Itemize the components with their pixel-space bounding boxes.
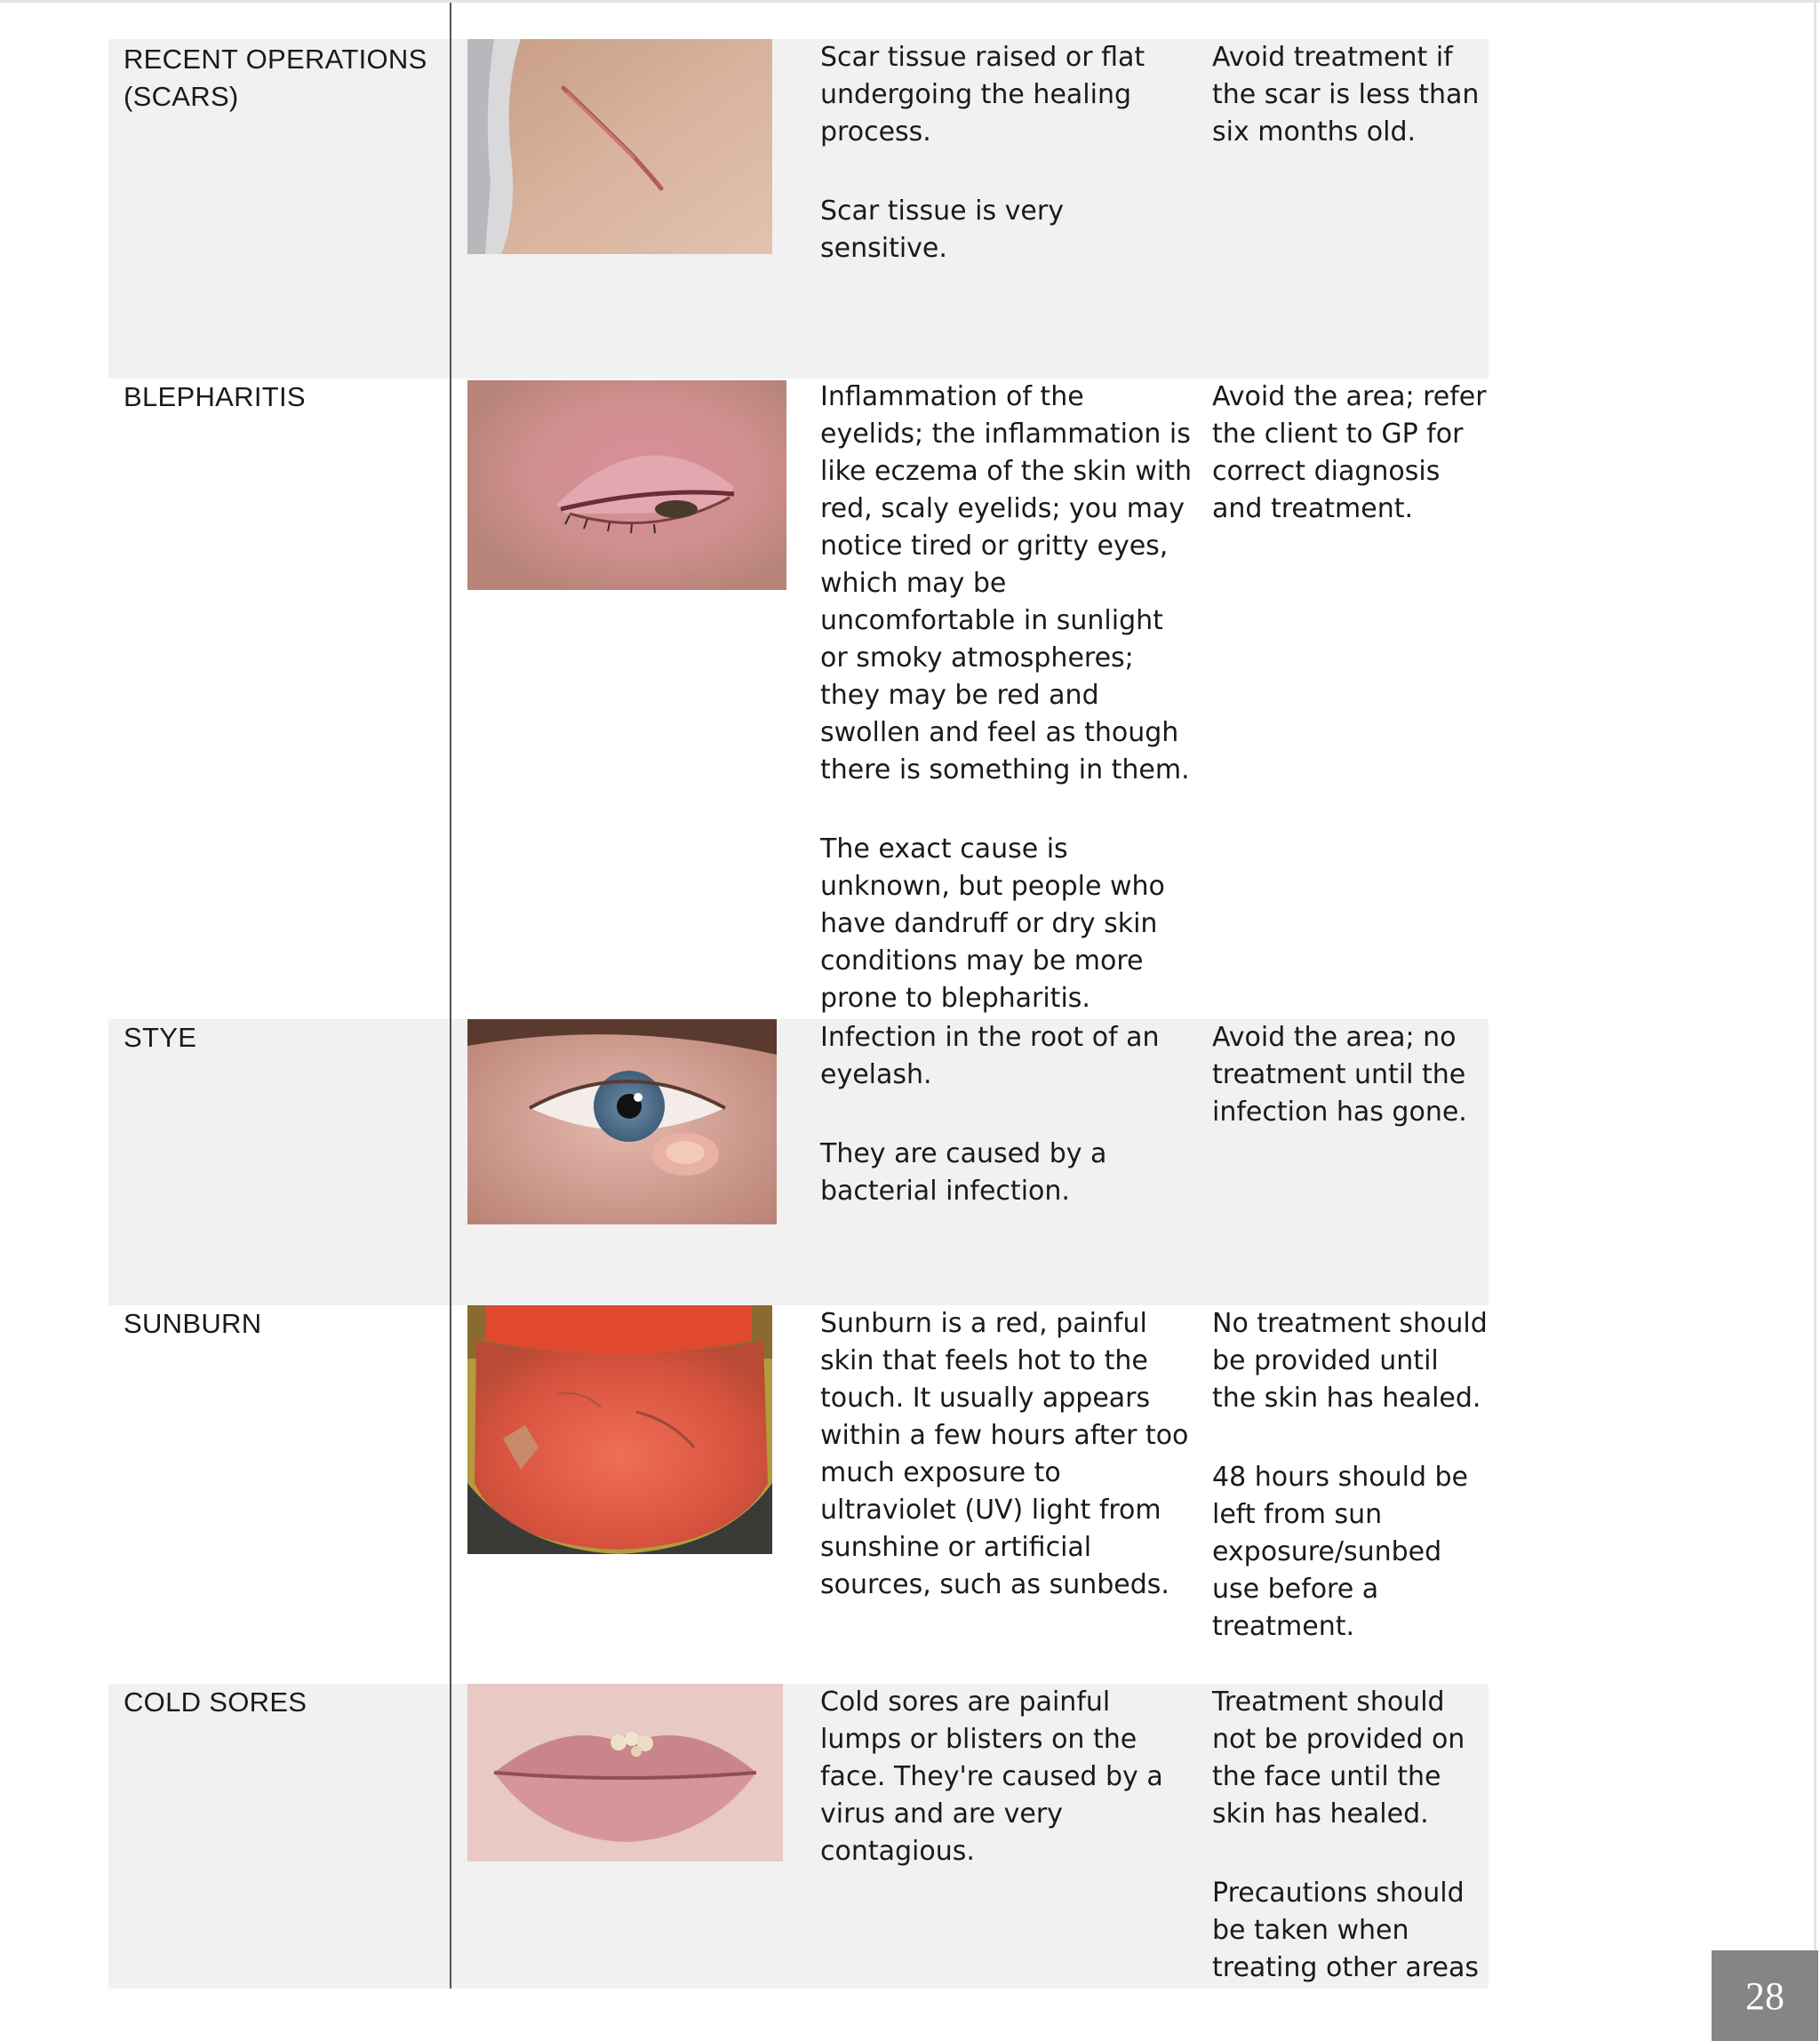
action-cell bbox=[1212, 1684, 1488, 1987]
condition-label: STYE bbox=[124, 1022, 197, 1053]
action-cell bbox=[1212, 39, 1488, 151]
page-right-border bbox=[1814, 0, 1816, 2041]
condition-label: COLD SORES bbox=[124, 1686, 307, 1718]
blepharitis-eye-photo bbox=[467, 380, 786, 590]
description-cell bbox=[820, 379, 1193, 1017]
action-paragraph: Precautions should be taken when treating other areas bbox=[1212, 1878, 1479, 1983]
action-paragraph: No treatment should be provided until the skin has healed. bbox=[1212, 1308, 1488, 1414]
description-paragraph: Cold sores are painful lumps or blisters on the face. They're caused by a virus and are very contagious. bbox=[820, 1686, 1163, 1867]
action-cell bbox=[1212, 1019, 1488, 1131]
description-paragraph: Infection in the root of an eyelash. bbox=[820, 1022, 1160, 1090]
action-paragraph: Avoid treatment if the scar is less than six months old. bbox=[1212, 42, 1480, 147]
action-paragraph: Avoid the area; no treatment until the infection has gone. bbox=[1212, 1022, 1467, 1128]
column-divider bbox=[450, 3, 451, 1989]
description-paragraph: Sunburn is a red, painful skin that feels hot to the touch. It usually appears within a few hours after too much exposure to ultraviolet (UV) light from sunshine or artificial sources, such as sunbeds. bbox=[820, 1308, 1189, 1600]
action-cell bbox=[1212, 1305, 1488, 1646]
stye-eye-photo bbox=[467, 1019, 777, 1224]
description-paragraph: The exact cause is unknown, but people who have dandruff or dry skin conditions may be more prone to blepharitis. bbox=[820, 833, 1165, 1014]
action-paragraph: Avoid the area; refer the client to GP for correct diagnosis and treatment. bbox=[1212, 381, 1487, 524]
description-paragraph: They are caused by a bacterial infection. bbox=[820, 1138, 1107, 1207]
table-row-blepharitis bbox=[108, 379, 1489, 1019]
condition-label: RECENT OPERATIONS (SCARS) bbox=[124, 44, 427, 112]
page-number: 28 bbox=[1712, 1950, 1818, 2041]
page-top-border bbox=[0, 0, 1820, 3]
description-cell bbox=[820, 1305, 1193, 1604]
scar-photo bbox=[467, 39, 772, 254]
description-paragraph: Scar tissue raised or flat undergoing the healing process. bbox=[820, 42, 1145, 147]
action-cell bbox=[1212, 379, 1488, 528]
description-cell bbox=[820, 1684, 1193, 1870]
description-paragraph: Scar tissue is very sensitive. bbox=[820, 195, 1064, 264]
table-row-cold-sores bbox=[108, 1684, 1489, 1989]
table-row-stye bbox=[108, 1019, 1489, 1305]
action-paragraph: Treatment should not be provided on the face until the skin has healed. bbox=[1212, 1686, 1465, 1830]
table-row-scars bbox=[108, 39, 1489, 379]
description-paragraph: Inflammation of the eyelids; the inflammation is like eczema of the skin with red, scaly eyelids; you may notice tired or gritty eyes, which may be uncomfortable in sunlight or smoky atmospheres; they may be red and swollen and feel as though there is something in them. bbox=[820, 381, 1193, 785]
description-cell bbox=[820, 39, 1193, 267]
cold-sore-lips-photo bbox=[467, 1684, 783, 1862]
action-paragraph: 48 hours should be left from sun exposure/sunbed use before a treatment. bbox=[1212, 1462, 1469, 1642]
table-row-sunburn bbox=[108, 1305, 1489, 1684]
condition-label: BLEPHARITIS bbox=[124, 381, 306, 412]
condition-label: SUNBURN bbox=[124, 1308, 262, 1339]
sunburn-back-photo bbox=[467, 1305, 772, 1554]
description-cell bbox=[820, 1019, 1193, 1210]
